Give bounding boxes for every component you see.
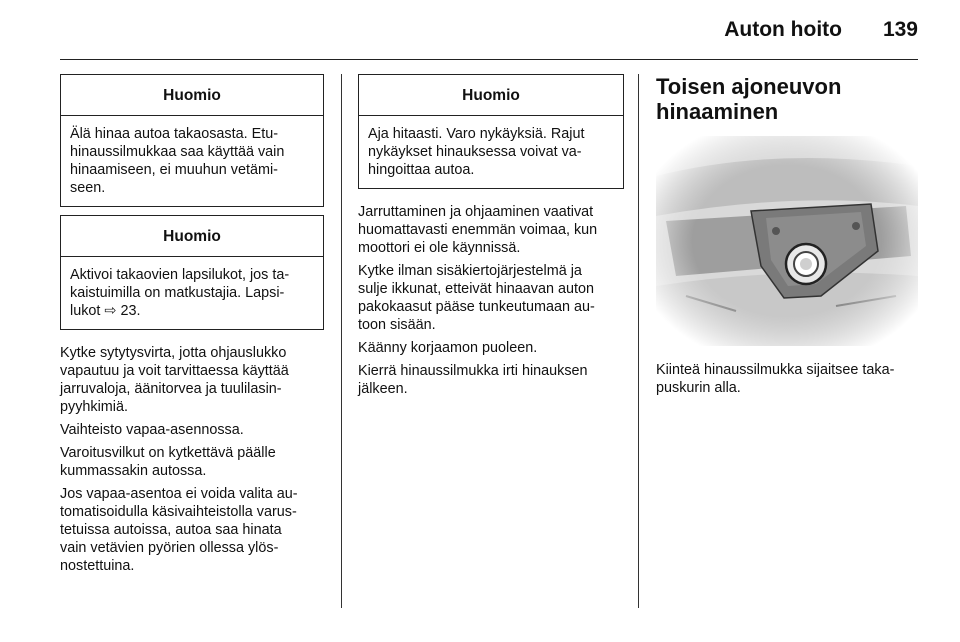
text-line: jarruvaloja, äänitorvea ja tuulilasin- (60, 381, 282, 397)
notice-body (61, 116, 323, 206)
text-line: kummassakin autossa. (60, 463, 207, 479)
text-line: nykäykset hinauksessa voivat va- (368, 144, 582, 160)
text-line: Älä hinaa autoa takaosasta. Etu- (70, 126, 279, 142)
text-line: Aja hitaasti. Varo nykäyksiä. Rajut (368, 126, 585, 142)
notice-title: Huomio (61, 75, 323, 116)
notice-title: Huomio (359, 75, 623, 116)
section-heading (656, 74, 920, 124)
text-line: Kierrä hinaussilmukka irti hinauksen (358, 363, 588, 379)
text-line: toon sisään. (358, 317, 436, 333)
text-line: Jos vapaa-asentoa ei voida valita au- (60, 486, 298, 502)
text-line: moottori ei ole käynnissä. (358, 240, 521, 256)
text-line: huomattavasti enemmän voimaa, kun (358, 222, 598, 238)
paragraph (358, 203, 624, 257)
text-line: nostettuina. (60, 558, 135, 574)
paragraph (358, 262, 624, 334)
towing-eye-drawing (656, 136, 918, 346)
text-line: sulje ikkunat, etteivät hinaavan auton (358, 281, 595, 297)
text-line: Käänny korjaamon puoleen. (358, 340, 538, 356)
text-line: hingoittaa autoa. (368, 162, 475, 178)
notice-body (61, 257, 323, 329)
paragraph (60, 344, 324, 416)
heading-line: Toisen ajoneuvon (656, 74, 842, 99)
text-line: Kytke ilman sisäkiertojärjestelmä ja (358, 263, 582, 279)
paragraph (60, 444, 324, 480)
text-line: puskurin alla. (656, 380, 741, 396)
text-line: Jarruttaminen ja ohjaaminen vaativat (358, 204, 594, 220)
column-2 (358, 74, 624, 403)
text-line: Kiinteä hinaussilmukka sijaitsee taka- (656, 362, 895, 378)
paragraph (60, 485, 324, 575)
notice-box-towing-rear (60, 74, 324, 207)
text-line: seen. (70, 180, 106, 196)
notice-box-drive-slowly (358, 74, 624, 189)
text-line: pakokaasut pääse tunkeutumaan au- (358, 299, 595, 315)
paragraph (358, 362, 624, 398)
paragraph (358, 339, 624, 357)
notice-box-child-locks (60, 215, 324, 330)
page-header-title: Auton hoito (724, 18, 842, 41)
text-line: vapautuu ja voit tarvittaessa käyttää (60, 363, 289, 379)
text-line: pyyhkimiä. (60, 399, 128, 415)
column-3 (656, 74, 920, 402)
figure-caption (656, 361, 920, 397)
column-1 (60, 74, 324, 580)
towing-eye-illustration (656, 136, 918, 346)
paragraph (60, 421, 324, 439)
text-line: hinaussilmukkaa saa käyttää vain (70, 144, 285, 160)
text-line: Aktivoi takaovien lapsilukot, jos ta- (70, 267, 290, 283)
page-number: 139 (882, 18, 918, 41)
notice-body (359, 116, 623, 188)
column-divider-1 (341, 74, 342, 608)
text-line: lukot ⇨ 23. (70, 303, 141, 319)
heading-line: hinaaminen (656, 99, 779, 124)
notice-title: Huomio (61, 216, 323, 257)
text-line: jälkeen. (358, 381, 408, 397)
text-line: tetuissa autoissa, autoa saa hinata (60, 522, 282, 538)
text-line: Varoitusvilkut on kytkettävä päälle (60, 445, 276, 461)
text-line: tomatisoidulla käsivaihteistolla varus- (60, 504, 297, 520)
text-line: vain vetävien pyörien ollessa ylös- (60, 540, 279, 556)
text-line: Vaihteisto vapaa-asennossa. (60, 422, 244, 438)
header-rule (60, 59, 918, 60)
text-line: kaistuimilla on matkustajia. Lapsi- (70, 285, 285, 301)
text-line: Kytke sytytysvirta, jotta ohjauslukko (60, 345, 287, 361)
text-line: hinaamiseen, ei muuhun vetämi- (70, 162, 278, 178)
column-divider-2 (638, 74, 639, 608)
